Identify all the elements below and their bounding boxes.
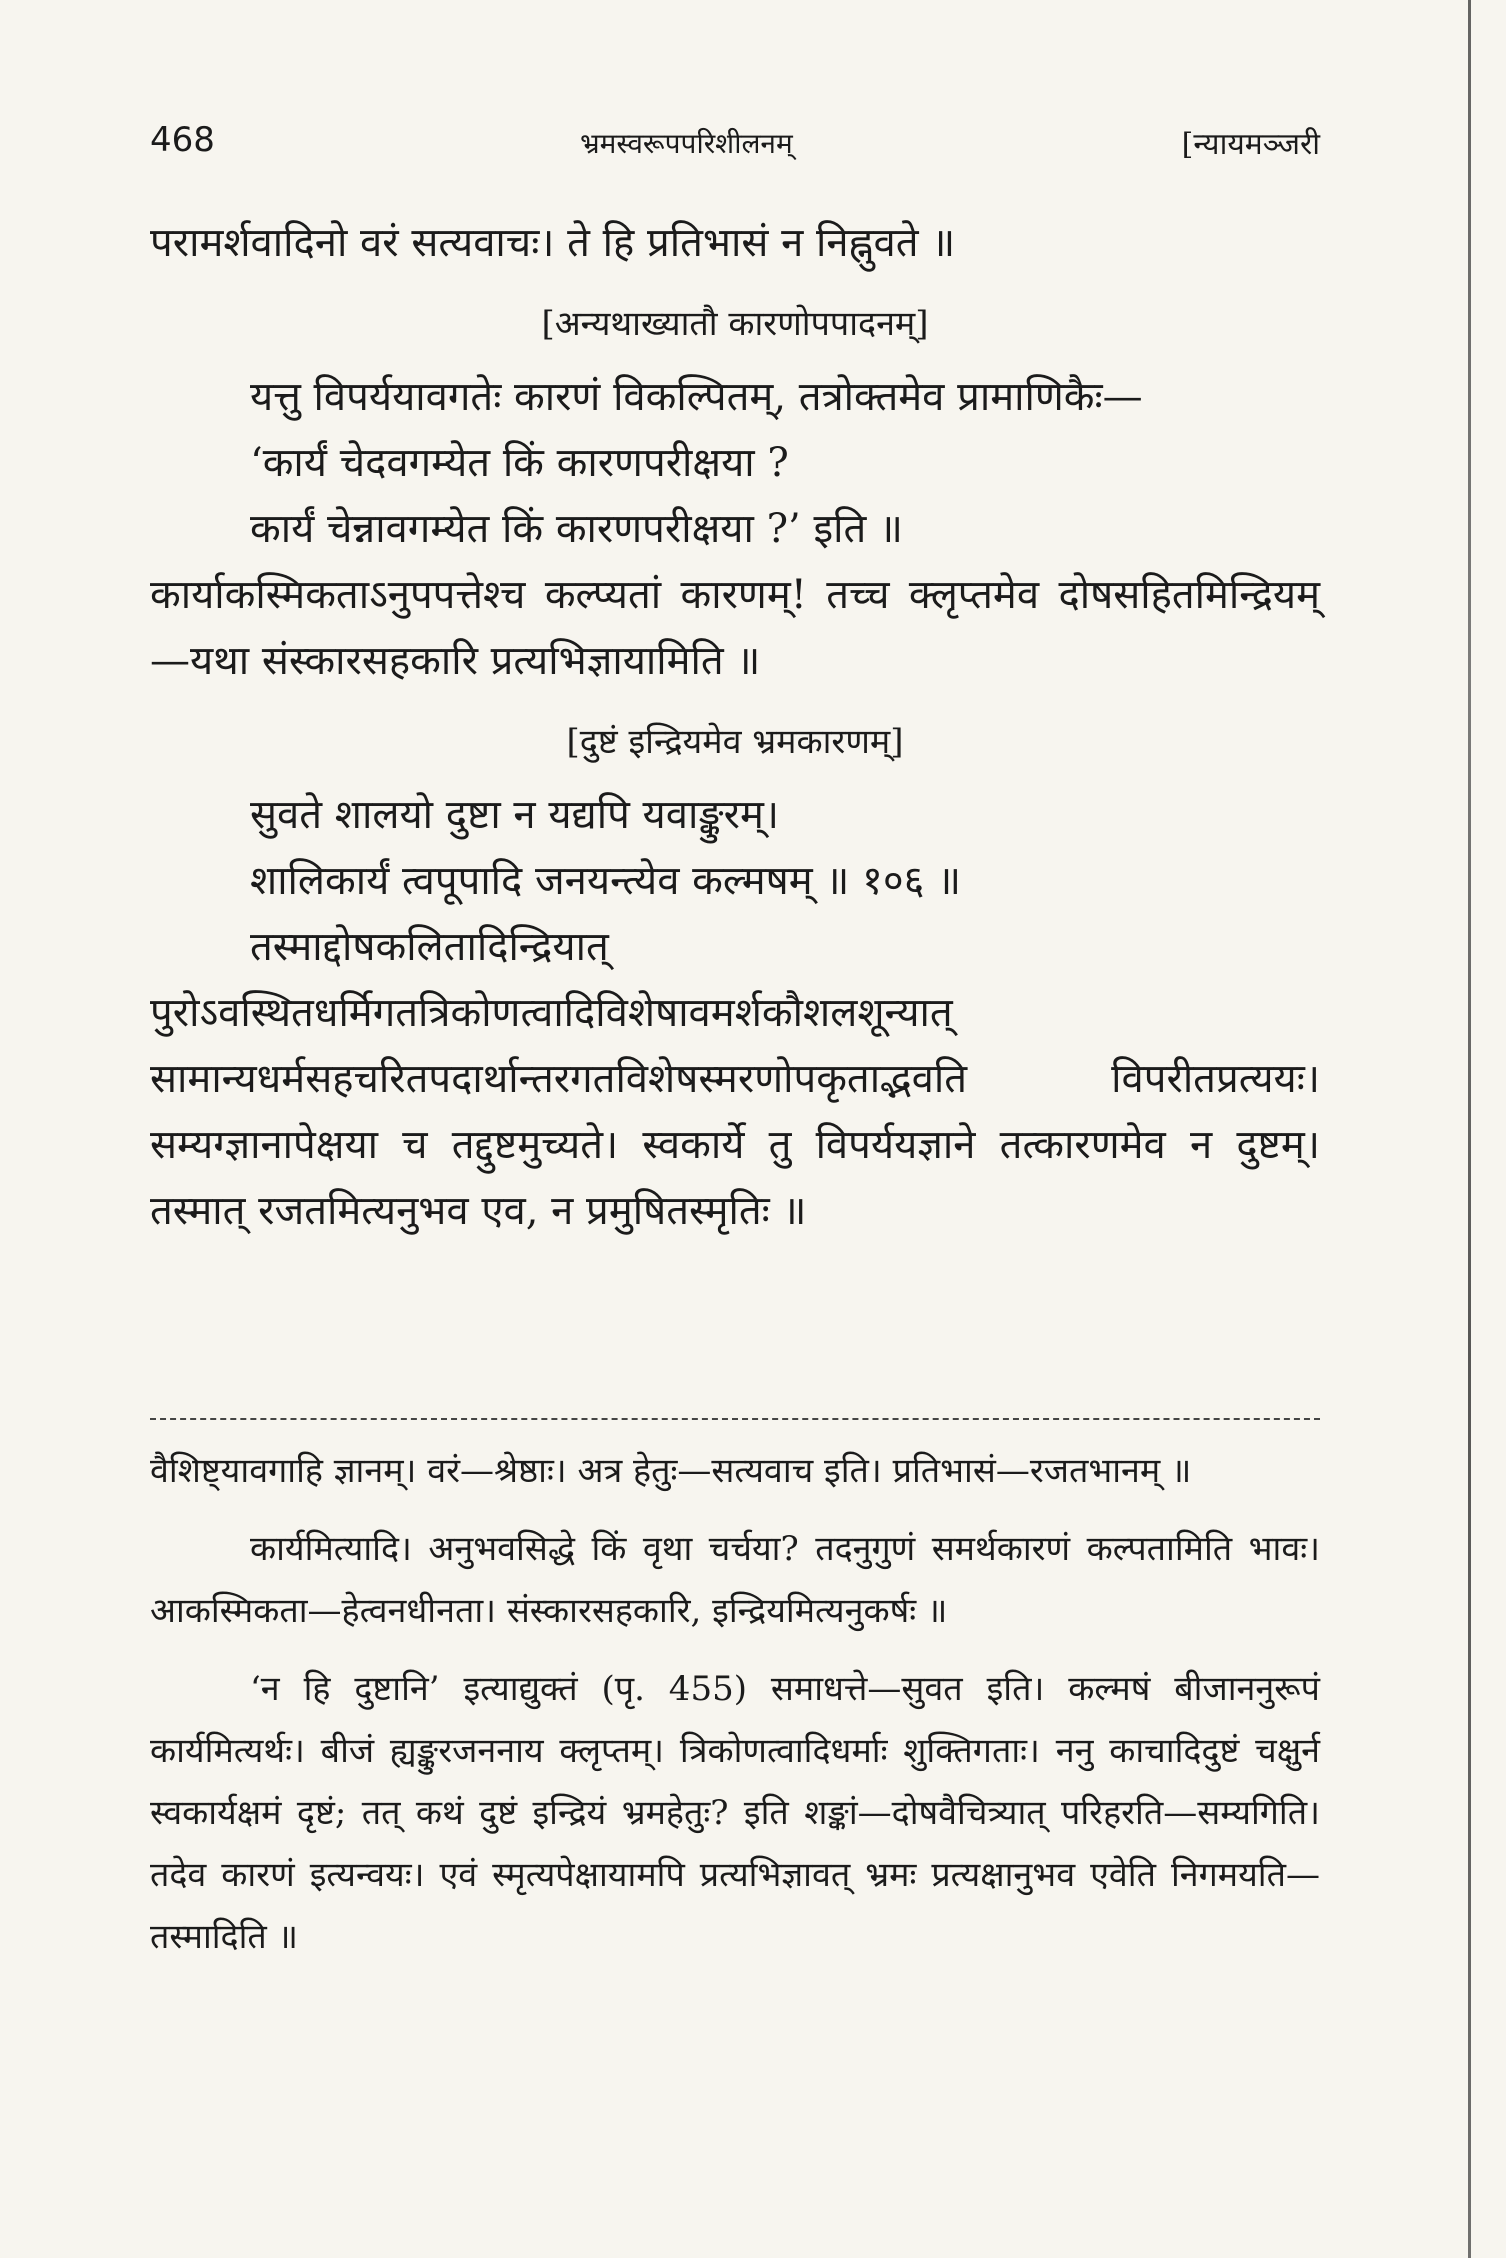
- page-number: 468: [150, 120, 215, 160]
- paragraph-2: यत्तु विपर्ययावगतेः कारणं विकल्पितम्, तत्रोक्तमेव प्रामाणिकैः—: [250, 374, 1143, 420]
- commentary: [150, 1440, 1320, 1968]
- commentary-note-1: वैशिष्ट्यावगाहि ज्ञानम्। वरं—श्रेष्ठाः। अत्र हेतुः—सत्यवाच इति। प्रतिभासं—रजतभानम् ॥: [150, 1451, 1192, 1491]
- verse-1-line-1: ‘कार्यं चेदवगम्येत किं कारणपरीक्षया ?: [250, 440, 789, 486]
- book-title: [न्यायमञ्जरी: [1181, 127, 1320, 162]
- paragraph-3: कार्याकस्मिकताऽनुपपत्तेश्च कल्प्यतां कारणम्! तच्च क्लृप्तमेव दोषसहितमिन्द्रियम्—यथा संस्कारसहकारि प्रत्यभिज्ञायामिति ॥: [150, 572, 1320, 684]
- verse-1-line-2: कार्यं चेन्नावगम्येत किं कारणपरीक्षया ?’ इति ॥: [250, 506, 903, 552]
- section-heading-1: [अन्यथाख्यातौ कारणोपपादनम्]: [541, 304, 929, 344]
- commentary-note-2: कार्यमित्यादि। अनुभवसिद्धे किं वृथा चर्चया? तदनुगुणं समर्थकारणं कल्पतामिति भावः। आकस्मिकता—हेत्वनधीनता। संस्कारसहकारि, इन्द्रियमित्यनुकर्षः ॥: [150, 1529, 1320, 1631]
- paragraph-1: परामर्शवादिनो वरं सत्यवाचः। ते हि प्रतिभासं न निह्नुवते ॥: [150, 220, 956, 266]
- section-heading-2: [दुष्टं इन्द्रियमेव भ्रमकारणम्]: [566, 722, 904, 762]
- verse-2-line-1: सुवते शालयो दुष्टा न यद्यपि यवाङ्कुरम्।: [250, 792, 780, 838]
- running-title: भ्रमस्वरूपपरिशीलनम्: [580, 127, 793, 160]
- footnote-divider: [150, 1418, 1320, 1420]
- page-header: [150, 120, 1320, 180]
- page-binding-edge: [1468, 0, 1471, 2258]
- paragraph-4: तस्माद्दोषकलितादिन्द्रियात् पुरोऽवस्थितधर्मिगतत्रिकोणत्वादिविशेषावमर्शकौशलशून्यात् सामान्यधर्मसहचरितपदार्थान्तरगतविशेषस्मरणोपकृताद्भवति विपरीतप्रत्ययः। सम्यग्ज्ञानापेक्षया च तद्दुष्टमुच्यते। स्वकार्ये तु विपर्ययज्ञाने तत्कारणमेव न दुष्टम्। तस्मात् रजतमित्यनुभव एव, न प्रमुषितस्मृतिः ॥: [150, 924, 1320, 1234]
- verse-2-line-2: शालिकार्यं त्वपूपादि जनयन्त्येव कल्मषम् ॥ १०६ ॥: [250, 858, 962, 904]
- main-text: [150, 210, 1320, 1244]
- commentary-note-3: ‘न हि दुष्टानि’ इत्याद्युक्तं (पृ. 455) समाधत्ते—सुवत इति। कल्मषं बीजाननुरूपं कार्यमित्यर्थः। बीजं ह्यङ्कुरजननाय क्लृप्तम्। त्रिकोणत्वादिधर्माः शुक्तिगताः। ननु काचादिदुष्टं चक्षुर्न स्वकार्यक्षमं दृष्टं; तत् कथं दुष्टं इन्द्रियं भ्रमहेतुः? इति शङ्कां—दोषवैचित्र्यात् परिहरति—सम्यगिति। तदेव कारणं इत्यन्वयः। एवं स्मृत्यपेक्षायामपि प्रत्यभिज्ञावत् भ्रमः प्रत्यक्षानुभव एवेति निगमयति—तस्मादिति ॥: [150, 1669, 1320, 1957]
